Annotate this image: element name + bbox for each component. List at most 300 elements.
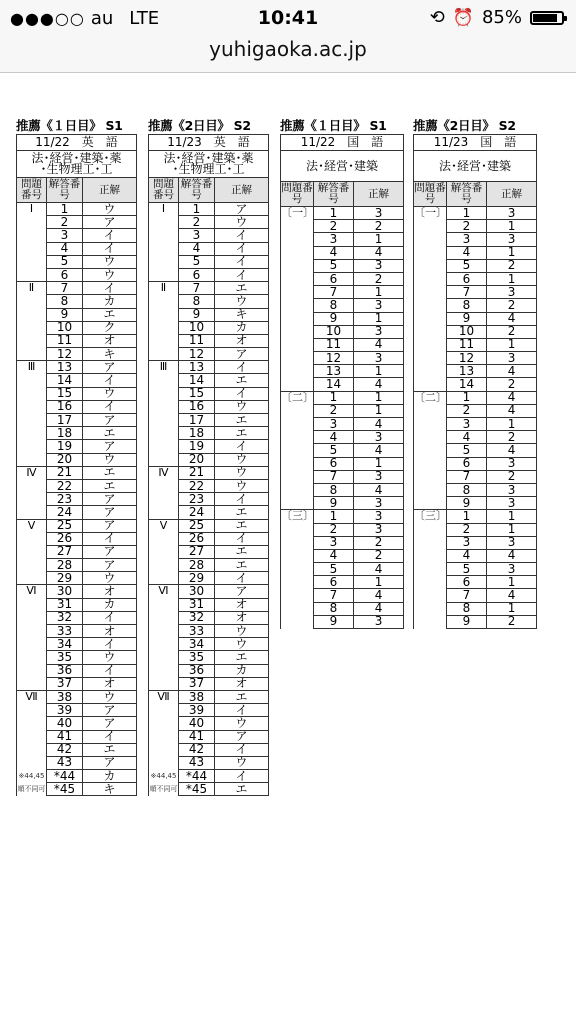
section-cell — [17, 598, 47, 611]
answer-number: 5 — [47, 255, 83, 268]
answer-number: 42 — [47, 743, 83, 756]
table-row — [17, 440, 137, 453]
section-cell — [17, 255, 47, 268]
answer-number: 1 — [314, 510, 354, 523]
answer-number: 8 — [314, 483, 354, 496]
table-row — [281, 352, 404, 365]
section-cell — [149, 268, 179, 281]
answer-number: 14 — [314, 378, 354, 391]
answer-number: 15 — [47, 387, 83, 400]
table-row — [149, 414, 269, 427]
table-row — [281, 444, 404, 457]
section-cell — [149, 611, 179, 624]
section-cell — [17, 611, 47, 624]
section-label: Ⅳ — [149, 466, 179, 479]
table-row — [17, 203, 137, 216]
answer-number: 43 — [179, 756, 215, 769]
section-cell — [149, 242, 179, 255]
section-cell — [281, 352, 314, 365]
table-row — [281, 365, 404, 378]
section-label: Ⅲ — [17, 361, 47, 374]
table-row — [281, 233, 404, 246]
correct-answer: 1 — [354, 404, 404, 417]
correct-answer: イ — [83, 229, 137, 242]
section-cell — [149, 400, 179, 413]
correct-answer: イ — [83, 374, 137, 387]
table-row — [414, 523, 537, 536]
date-subject: 11/22 英 語 — [17, 135, 137, 151]
answer-number: 22 — [179, 479, 215, 492]
correct-answer: 2 — [487, 299, 537, 312]
correct-answer: イ — [215, 493, 269, 506]
answer-number: 28 — [179, 559, 215, 572]
answer-number: 13 — [47, 361, 83, 374]
table-row — [17, 295, 137, 308]
table-row — [17, 414, 137, 427]
correct-answer: エ — [215, 651, 269, 664]
table-row — [149, 361, 269, 374]
section-cell — [17, 427, 47, 440]
table-row — [149, 440, 269, 453]
answer-number: 12 — [179, 348, 215, 361]
answer-number: 7 — [447, 286, 487, 299]
table-row — [149, 479, 269, 492]
answer-number: 2 — [447, 404, 487, 417]
answer-number: 1 — [179, 203, 215, 216]
answer-number: 7 — [447, 589, 487, 602]
rotation-lock-icon: ⟲ — [429, 7, 445, 28]
section-cell — [281, 378, 314, 391]
section-cell — [17, 229, 47, 242]
table-row — [149, 545, 269, 558]
section-cell — [149, 440, 179, 453]
status-bar — [0, 0, 576, 36]
address-bar[interactable] — [0, 36, 576, 73]
section-cell — [414, 299, 447, 312]
table-row — [149, 308, 269, 321]
correct-answer: 1 — [487, 510, 537, 523]
correct-answer: オ — [215, 334, 269, 347]
correct-answer: イ — [215, 743, 269, 756]
table-row — [414, 549, 537, 562]
table-row — [414, 352, 537, 365]
correct-answer: 1 — [354, 312, 404, 325]
correct-answer: ア — [83, 559, 137, 572]
section-cell — [17, 242, 47, 255]
table-row — [17, 321, 137, 334]
correct-answer: 3 — [487, 457, 537, 470]
correct-answer: ア — [215, 348, 269, 361]
answer-number: 33 — [47, 625, 83, 638]
table-row — [17, 387, 137, 400]
answer-number: 8 — [179, 295, 215, 308]
answer-number: 26 — [47, 532, 83, 545]
battery-fill — [533, 14, 557, 22]
section-cell — [17, 638, 47, 651]
section-cell — [149, 479, 179, 492]
correct-answer: エ — [83, 743, 137, 756]
answer-number: 3 — [179, 229, 215, 242]
correct-answer: 4 — [354, 378, 404, 391]
correct-answer: ウ — [83, 203, 137, 216]
correct-answer: 3 — [487, 563, 537, 576]
table-row — [281, 576, 404, 589]
section-cell — [149, 717, 179, 730]
section-cell — [17, 387, 47, 400]
table-row — [281, 207, 404, 220]
table-row — [149, 348, 269, 361]
battery-icon — [530, 11, 564, 25]
table-row — [17, 453, 137, 466]
section-label: Ⅰ — [149, 203, 179, 216]
table-row — [17, 559, 137, 572]
table-row — [149, 295, 269, 308]
answer-number: 8 — [47, 295, 83, 308]
section-cell — [17, 216, 47, 229]
answer-number: 29 — [47, 572, 83, 585]
correct-answer: イ — [215, 255, 269, 268]
answer-number: 22 — [47, 479, 83, 492]
correct-answer: イ — [83, 730, 137, 743]
table-row — [281, 418, 404, 431]
correct-answer: 3 — [354, 352, 404, 365]
answer-number: 10 — [47, 321, 83, 334]
table-row — [17, 229, 137, 242]
department-line: 法･経営･建築 — [306, 158, 379, 173]
answer-number: 16 — [179, 400, 215, 413]
correct-answer: ア — [215, 585, 269, 598]
answer-number: 41 — [179, 730, 215, 743]
departments — [414, 151, 537, 182]
correct-answer: ウ — [83, 387, 137, 400]
correct-answer: 3 — [354, 207, 404, 220]
section-cell — [281, 602, 314, 615]
answer-number: 27 — [179, 545, 215, 558]
correct-answer: イ — [215, 242, 269, 255]
correct-answer: ア — [83, 361, 137, 374]
correct-answer: ウ — [83, 651, 137, 664]
correct-answer: 3 — [354, 299, 404, 312]
correct-answer: 3 — [354, 325, 404, 338]
section-cell — [281, 246, 314, 259]
table-row — [149, 651, 269, 664]
section-cell — [414, 563, 447, 576]
correct-answer: オ — [83, 677, 137, 690]
answer-number: 9 — [314, 497, 354, 510]
table-row — [414, 378, 537, 391]
correct-answer-header: 正解 — [487, 182, 537, 207]
table-row — [149, 559, 269, 572]
answer-number: 35 — [179, 651, 215, 664]
correct-answer: 3 — [487, 207, 537, 220]
table-row — [281, 523, 404, 536]
section-cell — [414, 220, 447, 233]
section-cell — [281, 272, 314, 285]
correct-answer: ア — [215, 203, 269, 216]
correct-answer: キ — [83, 783, 137, 796]
section-cell — [149, 545, 179, 558]
answer-number: 2 — [179, 216, 215, 229]
correct-answer: 4 — [354, 589, 404, 602]
table-row — [149, 585, 269, 598]
section-cell — [281, 497, 314, 510]
correct-answer: ア — [83, 440, 137, 453]
answer-number: 9 — [447, 312, 487, 325]
department-line: ･生物理工･工 — [172, 162, 245, 176]
section-cell — [17, 321, 47, 334]
correct-answer: ア — [83, 704, 137, 717]
answer-number: 29 — [179, 572, 215, 585]
table-row — [414, 483, 537, 496]
table-row — [414, 220, 537, 233]
section-cell — [17, 704, 47, 717]
section-cell — [17, 572, 47, 585]
answer-number: 9 — [314, 615, 354, 628]
correct-answer: 1 — [487, 523, 537, 536]
section-label: Ⅶ — [149, 690, 179, 703]
correct-answer: オ — [215, 677, 269, 690]
answer-number: 8 — [314, 299, 354, 312]
section-cell — [17, 664, 47, 677]
section-label: 〔一〕 — [281, 206, 314, 219]
answer-number: 17 — [179, 414, 215, 427]
answer-number: 38 — [47, 690, 83, 703]
answer-number: 4 — [179, 242, 215, 255]
section-cell — [149, 387, 179, 400]
correct-answer: 3 — [487, 286, 537, 299]
answer-number: 13 — [179, 361, 215, 374]
table-row — [281, 391, 404, 404]
section-cell — [149, 255, 179, 268]
table-row — [414, 404, 537, 417]
answer-number: *44 — [179, 770, 215, 783]
table-row — [17, 519, 137, 532]
correct-answer-header: 正解 — [83, 178, 137, 203]
correct-answer: カ — [83, 770, 137, 783]
answer-number: 6 — [314, 576, 354, 589]
question-number-header: 問題番号 — [149, 178, 179, 203]
answer-number: 35 — [47, 651, 83, 664]
answer-number: 28 — [47, 559, 83, 572]
correct-answer: エ — [83, 308, 137, 321]
answer-number: 2 — [47, 216, 83, 229]
section-cell — [414, 549, 447, 562]
section-cell — [414, 286, 447, 299]
answer-number: 9 — [447, 497, 487, 510]
table-row — [149, 664, 269, 677]
note-text: ※44,45 — [149, 770, 179, 783]
correct-answer: 4 — [487, 365, 537, 378]
table-row — [17, 677, 137, 690]
section-cell — [17, 545, 47, 558]
table-row — [149, 216, 269, 229]
correct-answer: 4 — [354, 602, 404, 615]
table-row — [17, 216, 137, 229]
section-cell — [281, 444, 314, 457]
correct-answer: エ — [215, 559, 269, 572]
section-cell — [281, 576, 314, 589]
note-text: ※44,45 — [17, 770, 47, 783]
section-cell — [414, 470, 447, 483]
table-row — [149, 282, 269, 295]
correct-answer: ウ — [215, 717, 269, 730]
answer-number: 37 — [47, 677, 83, 690]
table-row — [414, 259, 537, 272]
table-row — [17, 479, 137, 492]
correct-answer: 2 — [487, 259, 537, 272]
answer-number: 3 — [314, 536, 354, 549]
correct-answer: ウ — [215, 453, 269, 466]
answer-number: 31 — [47, 598, 83, 611]
section-cell — [149, 559, 179, 572]
table-row — [149, 506, 269, 519]
answer-number: 2 — [314, 404, 354, 417]
correct-answer: 2 — [354, 536, 404, 549]
table-row — [414, 510, 537, 523]
answer-number-header: 解答番号 — [47, 178, 83, 203]
table-row — [281, 312, 404, 325]
table-row — [281, 431, 404, 444]
answer-number: 1 — [447, 510, 487, 523]
correct-answer: ウ — [215, 479, 269, 492]
correct-answer: イ — [215, 387, 269, 400]
table-row — [17, 545, 137, 558]
answer-number: 12 — [447, 352, 487, 365]
answer-number: 34 — [47, 638, 83, 651]
correct-answer: カ — [215, 321, 269, 334]
section-label: Ⅵ — [149, 585, 179, 598]
table-row — [414, 286, 537, 299]
table-row — [17, 361, 137, 374]
answer-number: 6 — [447, 457, 487, 470]
section-cell — [281, 431, 314, 444]
answer-number: 3 — [47, 229, 83, 242]
section-cell — [17, 268, 47, 281]
section-cell — [414, 272, 447, 285]
table-row — [17, 756, 137, 769]
table-row — [149, 598, 269, 611]
section-label: Ⅱ — [17, 282, 47, 295]
answer-number: 5 — [447, 444, 487, 457]
correct-answer: 1 — [487, 220, 537, 233]
section-cell — [281, 325, 314, 338]
answer-number: 7 — [179, 282, 215, 295]
answer-table-1 — [16, 118, 136, 796]
answer-number: 3 — [314, 233, 354, 246]
answer-number: 7 — [314, 470, 354, 483]
table-row — [414, 457, 537, 470]
table-row — [414, 589, 537, 602]
table-title: 推薦《１日目》 S1 — [16, 118, 123, 133]
table-row — [17, 704, 137, 717]
section-cell — [149, 493, 179, 506]
answer-number: 5 — [314, 444, 354, 457]
departments — [17, 151, 137, 178]
correct-answer: 2 — [487, 615, 537, 628]
answer-number: 14 — [447, 378, 487, 391]
table-row — [17, 282, 137, 295]
correct-answer: イ — [83, 282, 137, 295]
section-cell — [17, 400, 47, 413]
question-number-header: 問題番号 — [414, 182, 446, 205]
section-cell — [281, 259, 314, 272]
answer-number: 1 — [447, 391, 487, 404]
section-cell — [281, 470, 314, 483]
correct-answer: 2 — [487, 378, 537, 391]
correct-answer: オ — [83, 585, 137, 598]
answer-number: 4 — [314, 549, 354, 562]
answer-number: 9 — [179, 308, 215, 321]
correct-answer: エ — [215, 427, 269, 440]
table-row — [414, 299, 537, 312]
section-cell — [17, 374, 47, 387]
section-cell — [281, 338, 314, 351]
section-cell — [281, 220, 314, 233]
table-row — [17, 690, 137, 703]
answer-number: 24 — [179, 506, 215, 519]
answer-number: 19 — [179, 440, 215, 453]
answer-number: 18 — [47, 427, 83, 440]
table-row — [17, 664, 137, 677]
correct-answer: 1 — [487, 418, 537, 431]
section-cell — [149, 308, 179, 321]
table-row — [281, 457, 404, 470]
answer-number: 26 — [179, 532, 215, 545]
answer-number: 1 — [447, 207, 487, 220]
table-row — [149, 453, 269, 466]
answer-number: 5 — [447, 259, 487, 272]
section-cell — [414, 589, 447, 602]
answer-number: 6 — [447, 272, 487, 285]
section-cell — [17, 295, 47, 308]
answer-number: 20 — [47, 453, 83, 466]
answer-number: 4 — [314, 246, 354, 259]
correct-answer: エ — [215, 374, 269, 387]
section-cell — [281, 589, 314, 602]
answer-number: 19 — [47, 440, 83, 453]
answer-number: 38 — [179, 690, 215, 703]
table-row — [414, 272, 537, 285]
section-cell — [414, 404, 447, 417]
section-cell — [149, 598, 179, 611]
answer-number: 12 — [314, 352, 354, 365]
network-label: LTE — [129, 8, 160, 29]
table-row — [17, 400, 137, 413]
answer-number: *44 — [47, 770, 83, 783]
answer-number: 36 — [179, 664, 215, 677]
section-label: 〔三〕 — [281, 509, 314, 523]
correct-answer: エ — [215, 783, 269, 796]
correct-answer: 4 — [354, 444, 404, 457]
correct-answer: イ — [215, 229, 269, 242]
correct-answer: ウ — [215, 466, 269, 479]
answer-number: 10 — [314, 325, 354, 338]
signal-strength-icon: ●●●○○ — [10, 9, 85, 28]
answer-number: 23 — [179, 493, 215, 506]
section-cell — [414, 338, 447, 351]
answer-number: 30 — [47, 585, 83, 598]
section-cell — [17, 479, 47, 492]
answer-number: 4 — [447, 246, 487, 259]
section-cell — [414, 615, 447, 628]
table-row — [149, 611, 269, 624]
table-row — [17, 598, 137, 611]
answer-number: 32 — [47, 611, 83, 624]
departments — [149, 151, 269, 178]
table-row — [17, 255, 137, 268]
correct-answer: 4 — [354, 338, 404, 351]
correct-answer: キ — [215, 308, 269, 321]
